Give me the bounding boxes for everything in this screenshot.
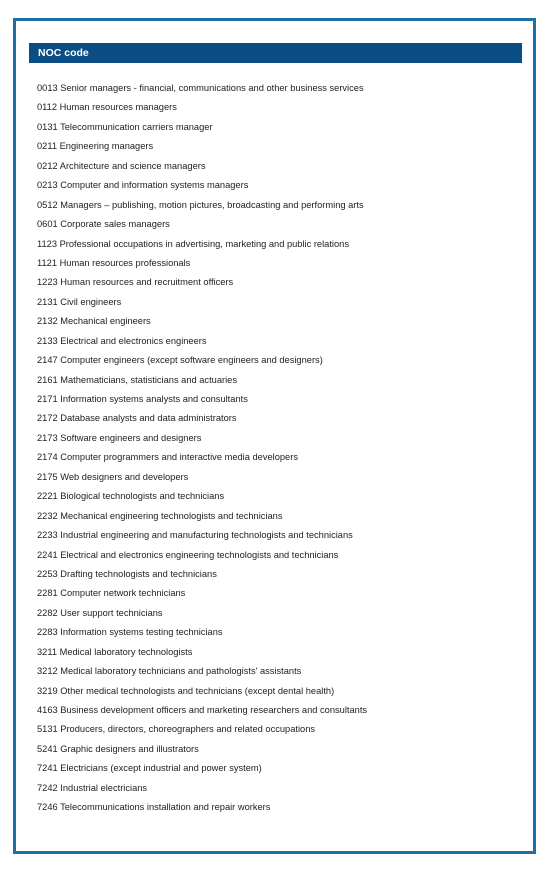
table-row: 2175 Web designers and developers — [37, 471, 189, 482]
table-row: 5241 Graphic designers and illustrators — [37, 743, 199, 754]
table-row: 0212 Architecture and science managers — [37, 160, 206, 171]
table-row: 0131 Telecommunication carriers manager — [37, 121, 213, 132]
table-row: 2232 Mechanical engineering technologists and technicians — [37, 510, 283, 521]
table-row: 2233 Industrial engineering and manufacturing technologists and technicians — [37, 530, 353, 541]
table-row: 1223 Human resources and recruitment officers — [37, 277, 234, 288]
noc-table-frame — [13, 18, 536, 854]
table-row: 2282 User support technicians — [37, 607, 163, 618]
table-row: 3219 Other medical technologists and technicians (except dental health) — [37, 685, 335, 696]
table-row: 1123 Professional occupations in advertising, marketing and public relations — [37, 238, 349, 249]
table-row: 2283 Information systems testing technicians — [37, 627, 223, 638]
table-row: 1121 Human resources professionals — [37, 257, 191, 268]
table-row: 2281 Computer network technicians — [37, 588, 186, 599]
table-row: 2241 Electrical and electronics engineering technologists and technicians — [37, 549, 339, 560]
table-row: 7242 Industrial electricians — [37, 782, 148, 793]
table-row: 2147 Computer engineers (except software engineers and designers) — [37, 355, 323, 366]
table-header: NOC code — [29, 43, 522, 63]
table-row: 0601 Corporate sales managers — [37, 219, 170, 230]
table-row: 5131 Producers, directors, choreographers and related occupations — [37, 724, 316, 735]
table-row: 3212 Medical laboratory technicians and pathologists' assistants — [37, 666, 302, 677]
table-row: 2174 Computer programmers and interactive media developers — [37, 452, 298, 463]
table-row: 2161 Mathematicians, statisticians and actuaries — [37, 374, 237, 385]
table-row: 2172 Database analysts and data administrators — [37, 413, 237, 424]
noc-code-list — [37, 79, 367, 818]
table-row: 0211 Engineering managers — [37, 141, 154, 152]
table-row: 2221 Biological technologists and technicians — [37, 491, 225, 502]
table-row: 0512 Managers – publishing, motion pictures, broadcasting and performing arts — [37, 199, 364, 210]
table-row: 7241 Electricians (except industrial and power system) — [37, 763, 262, 774]
table-row: 2131 Civil engineers — [37, 296, 122, 307]
table-row: 2132 Mechanical engineers — [37, 316, 151, 327]
table-row: 0013 Senior managers - financial, communications and other business services — [37, 83, 364, 93]
table-row: 2171 Information systems analysts and consultants — [37, 394, 248, 404]
table-row: 0213 Computer and information systems managers — [37, 180, 249, 191]
table-row: 2253 Drafting technologists and technicians — [37, 568, 217, 579]
table-row: 2133 Electrical and electronics engineers — [37, 335, 207, 346]
table-row: 3211 Medical laboratory technologists — [37, 646, 193, 657]
table-row: 2173 Software engineers and designers — [37, 432, 202, 443]
table-row: 7246 Telecommunications installation and repair workers — [37, 802, 271, 813]
table-row: 4163 Business development officers and marketing researchers and consultants — [37, 705, 368, 715]
table-row: 0112 Human resources managers — [37, 102, 177, 113]
